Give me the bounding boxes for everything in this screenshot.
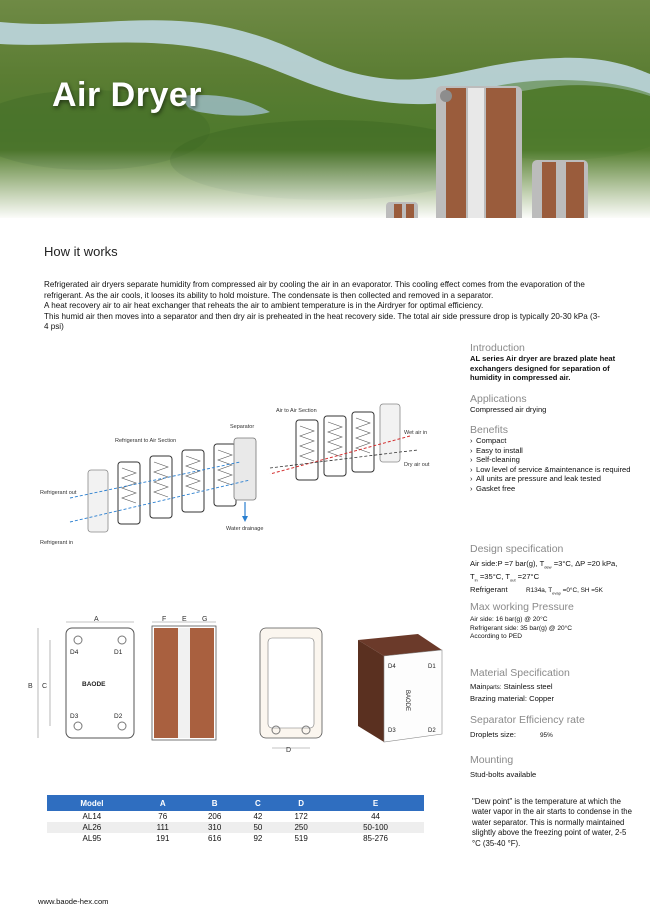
drainage-arrow-icon <box>242 516 248 522</box>
pressure-line: According to PED <box>470 633 523 641</box>
table-row <box>47 833 424 844</box>
introduction-heading: Introduction <box>470 342 525 354</box>
front-view-drawing <box>28 616 134 738</box>
table-header: D <box>275 795 327 811</box>
table-header: E <box>327 795 424 811</box>
dim-g: G <box>202 616 208 623</box>
label-air-to-air: Air to Air Section <box>276 408 317 414</box>
port-d3: D3 <box>70 713 79 720</box>
label-refrigerant-to-air: Refrigerant to Air Section <box>115 438 177 444</box>
design-spec-heading: Design specification <box>470 543 564 555</box>
pressure-line: Air side: 16 bar(g) @ 20°C <box>470 616 548 623</box>
unit-port-d3: D3 <box>388 728 396 734</box>
port-d2: D2 <box>114 713 123 720</box>
label-separator: Separator <box>230 424 255 430</box>
hero-banner <box>0 0 650 218</box>
table-cell: AL95 <box>47 833 137 844</box>
mounting-section <box>470 754 640 780</box>
page-title: Air Dryer <box>52 76 203 114</box>
drawing-brand: BAODE <box>82 681 106 688</box>
mounting-text: Stud-bolts available <box>470 770 537 779</box>
benefit-item: › All units are pressure and leak tested <box>470 474 640 484</box>
table-cell: 250 <box>275 822 327 833</box>
port-d4: D4 <box>70 649 79 656</box>
unit-port-d2: D2 <box>428 728 436 734</box>
mounting-heading: Mounting <box>470 754 514 766</box>
intro-paragraph: A heat recovery air to air heat exchanger that reheats the air to ambient temperature is in the Airdryer for optimal efficiency. <box>44 301 484 311</box>
table-cell: 616 <box>189 833 241 844</box>
table-cell: 519 <box>275 833 327 844</box>
port-d1: D1 <box>114 649 123 656</box>
separator-value: 95% <box>540 732 553 739</box>
table-cell: 50 <box>241 822 276 833</box>
table-header: A <box>137 795 189 811</box>
pressure-line: Refrigerant side: 35 bar(g) @ 20°C <box>470 624 573 632</box>
material-heading: Material Specification <box>470 667 570 679</box>
air-to-air-exchanger <box>296 404 400 480</box>
product-medium <box>532 160 588 218</box>
benefits-section <box>470 424 640 494</box>
unit-port-d1: D1 <box>428 664 436 670</box>
material-main: Mainparts: Stainless steel <box>470 682 553 691</box>
table-header: C <box>241 795 276 811</box>
table-header: Model <box>47 795 137 811</box>
how-it-works-text <box>44 280 604 333</box>
footer-url[interactable]: www.baode-hex.com <box>38 897 109 906</box>
applications-heading: Applications <box>470 393 527 405</box>
design-air-line: Air side:P =7 bar(g), $T_{dew} =3^\circ C$, ΔP =20 kPa, $T_{in} =35^\circ C$, $T_{out} =27^\circ C$ <box>470 559 618 583</box>
design-air-label: Air side: <box>470 559 498 568</box>
dim-a: A <box>94 616 99 623</box>
table-row <box>47 811 424 822</box>
label-refrigerant-in: Refrigerant in <box>40 540 74 546</box>
separator-unit <box>234 438 256 500</box>
label-dry-air-out: Dry air out <box>404 462 430 468</box>
table-cell: 76 <box>137 811 189 822</box>
separator-label: Droplets size: <box>470 730 517 739</box>
intro-paragraph: Refrigerated air dryers separate humidity from compressed air by cooling the air in an evaporator. This cooling effect comes from the evaporation of the refrigerant. As the air cools, it looses its ability to hold moisture. The condensate is then collected and removed in a separator. <box>44 280 585 300</box>
applications-text: Compressed air drying <box>470 405 547 414</box>
product-photos <box>0 0 650 218</box>
separator-heading: Separator Efficiency rate <box>470 714 585 726</box>
table-cell: 310 <box>189 822 241 833</box>
table-cell: 172 <box>275 811 327 822</box>
introduction-section <box>470 342 640 383</box>
design-refrigerant-line: Refrigerant R134a, $T_{evap} =0^\circ C$, SH =5K <box>470 585 603 596</box>
introduction-text: AL series Air dryer are brazed plate heat exchangers designed for separation of humidity in compressed air. <box>470 354 616 383</box>
benefit-item: › Low level of service &maintenance is required <box>470 465 640 475</box>
label-water-drainage: Water drainage <box>226 526 264 532</box>
material-brazing: Brazing material: Copper <box>470 693 554 703</box>
dim-f: F <box>162 616 167 623</box>
side-view-drawing <box>152 616 216 740</box>
benefit-item: › Gasket free <box>470 484 640 494</box>
table-cell: 42 <box>241 811 276 822</box>
dim-d: D <box>286 747 292 754</box>
flow-diagram <box>40 398 450 558</box>
dim-b: B <box>28 683 33 690</box>
benefits-heading: Benefits <box>470 424 508 436</box>
product-small <box>386 202 418 218</box>
label-wet-air-in: Wet air in <box>404 430 428 436</box>
pressure-heading: Max working Pressure <box>470 601 574 613</box>
table-cell: 191 <box>137 833 189 844</box>
intro-paragraph: This humid air then moves into a separator and then dry air is preheated in the heat recovery side. The total air side pressure drop is typically 20-30 kPa (3-4 psi) <box>44 311 600 332</box>
separator-line <box>470 730 640 741</box>
table-cell: 206 <box>189 811 241 822</box>
model-dimensions-table <box>47 795 424 844</box>
benefit-item: › Compact <box>470 436 640 446</box>
pressure-section <box>470 601 640 642</box>
dim-c: C <box>42 683 48 690</box>
material-section <box>470 667 640 703</box>
unit-3d-drawing <box>358 634 442 742</box>
table-cell: 111 <box>137 822 189 833</box>
table-cell: 85-276 <box>327 833 424 844</box>
back-view-drawing <box>260 628 322 754</box>
dim-e: E <box>182 616 187 623</box>
technical-drawings <box>28 614 468 774</box>
benefit-item: › Easy to install <box>470 446 640 456</box>
how-it-works-heading: How it works <box>44 244 118 259</box>
table-cell: 92 <box>241 833 276 844</box>
table-cell: AL26 <box>47 822 137 833</box>
design-spec-section <box>470 543 640 598</box>
dew-point-note: "Dew point" is the temperature at which the water vapor in the air starts to condense in the water separator. This is normally maintained slightly above the freezing point of water, 2-5 °C (35-40 °F). <box>472 797 632 848</box>
table-cell: AL14 <box>47 811 137 822</box>
table-cell: 44 <box>327 811 424 822</box>
benefits-list <box>470 436 640 494</box>
table-row <box>47 822 424 833</box>
unit-brand: BAODE <box>404 690 410 712</box>
table-header: B <box>189 795 241 811</box>
table-header-row <box>47 795 424 811</box>
separator-section <box>470 714 640 741</box>
label-refrigerant-out: Refrigerant out <box>40 490 77 496</box>
design-refrigerant-label: Refrigerant <box>470 585 508 595</box>
benefit-item: › Self-cleaning <box>470 455 640 465</box>
table-cell: 50-100 <box>327 822 424 833</box>
applications-section <box>470 393 640 415</box>
product-large <box>436 86 522 218</box>
unit-port-d4: D4 <box>388 664 396 670</box>
